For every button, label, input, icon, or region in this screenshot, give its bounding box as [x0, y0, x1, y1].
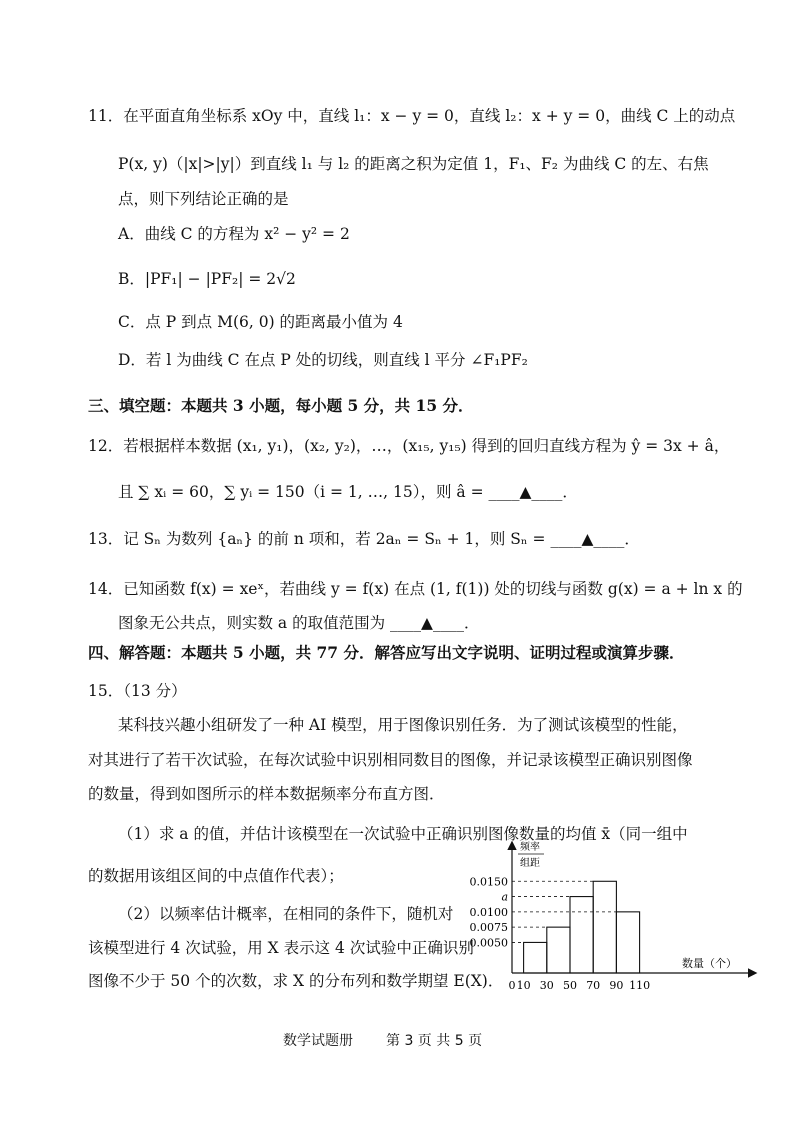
q11-stem-line3: 点，则下列结论正确的是 — [118, 190, 289, 208]
y-axis-label-bottom: 组距 — [520, 858, 540, 869]
frequency-histogram — [460, 838, 760, 998]
q11-option-b: B．|PF₁| − |PF₂| = 2√2 — [118, 270, 296, 288]
section-4-heading: 四、解答题：本题共 5 小题，共 77 分．解答应写出文字说明、证明过程或演算步骤． — [88, 643, 685, 662]
histogram-bar-3 — [593, 881, 616, 973]
y-tick-label-3: 0.0075 — [469, 921, 508, 935]
y-tick-label-0: 0.0150 — [469, 875, 508, 889]
q11-stem-line2: P(x, y)（|x|>|y|）到直线 l₁ 与 l₂ 的距离之积为定值 1，F₁、F₂ 为曲线 C 的左、右焦 — [118, 155, 709, 173]
q15-subquestion-2-line1: （2）以频率估计概率，在相同的条件下，随机对 — [118, 905, 454, 923]
q15-subquestion-1-line1: （1）求 a 的值，并估计该模型在一次试验中正确识别图像数量的均值 x̄（同一组中 — [118, 825, 688, 843]
y-axis-label-top: 频率 — [520, 842, 540, 853]
x-tick-label-3: 50 — [563, 979, 577, 992]
footer-page-number: 第 3 页 共 5 页 — [386, 1033, 483, 1049]
q11-option-a: A．曲线 C 的方程为 x² − y² = 2 — [118, 225, 350, 243]
q12-line2: 且 ∑ xᵢ = 60，∑ yᵢ = 150（i = 1, …, 15），则 â = ____▲____． — [118, 483, 578, 501]
q15-paragraph-line1: 某科技兴趣小组研发了一种 AI 模型，用于图像识别任务．为了测试该模型的性能， — [118, 716, 688, 734]
x-tick-label-1: 10 — [516, 979, 531, 992]
section-3-heading: 三、填空题：本题共 3 小题，每小题 5 分，共 15 分． — [88, 396, 474, 415]
x-tick-label-5: 90 — [609, 979, 624, 992]
histogram-bar-4 — [616, 912, 639, 973]
y-tick-label-2: 0.0100 — [469, 905, 508, 919]
histogram-bar-0 — [524, 942, 547, 973]
q15-heading: 15．（13 分） — [88, 682, 187, 700]
x-tick-label-4: 70 — [586, 979, 601, 992]
q15-subquestion-1-line2: 的数据用该组区间的中点值作代表）； — [88, 867, 344, 885]
q15-subquestion-2-line2: 该模型进行 4 次试验，用 X 表示这 4 次试验中正确识别 — [88, 939, 474, 957]
histogram-bar-2 — [570, 897, 593, 973]
q13-text: 13．记 Sₙ 为数列 {aₙ} 的前 n 项和，若 2aₙ = Sₙ + 1，则 Sₙ = ____▲____． — [88, 530, 640, 548]
x-tick-label-2: 30 — [539, 979, 554, 992]
q15-paragraph-line2: 对其进行了若干次试验，在每次试验中识别相同数目的图像，并记录该模型正确识别图像 — [88, 751, 693, 769]
q14-line2: 图象无公共点，则实数 a 的取值范围为 ____▲____． — [118, 614, 480, 632]
q14-line1: 14．已知函数 f(x) = xeˣ，若曲线 y = f(x) 在点 (1, f(1)) 处的切线与函数 g(x) = a + ln x 的 — [88, 580, 743, 598]
footer-title: 数学试题册 — [283, 1033, 353, 1049]
q15-paragraph-line3: 的数量，得到如图所示的样本数据频率分布直方图． — [88, 785, 445, 803]
histogram-bar-1 — [547, 927, 570, 973]
q12-line1: 12．若根据样本数据 (x₁, y₁)，(x₂, y₂)，…，(x₁₅, y₁₅) 得到的回归直线方程为 ŷ = 3x + â， — [88, 437, 730, 455]
y-tick-label-1: a — [501, 890, 508, 904]
x-tick-label-6: 110 — [629, 979, 651, 992]
q11-option-d: D．若 l 为曲线 C 在点 P 处的切线，则直线 l 平分 ∠F₁PF₂ — [118, 351, 528, 369]
q11-stem-line1: 11．在平面直角坐标系 xOy 中，直线 l₁：x − y = 0，直线 l₂：x + y = 0，曲线 C 上的动点 — [88, 107, 736, 125]
x-tick-label-0: 0 — [508, 979, 516, 992]
q15-subquestion-2-line3: 图像不少于 50 个的次数，求 X 的分布列和数学期望 E(X)． — [88, 972, 504, 990]
y-tick-label-4: 0.0050 — [469, 936, 508, 950]
q11-option-c: C．点 P 到点 M(6, 0) 的距离最小值为 4 — [118, 313, 403, 331]
x-axis-label: 数量（个） — [682, 957, 737, 970]
